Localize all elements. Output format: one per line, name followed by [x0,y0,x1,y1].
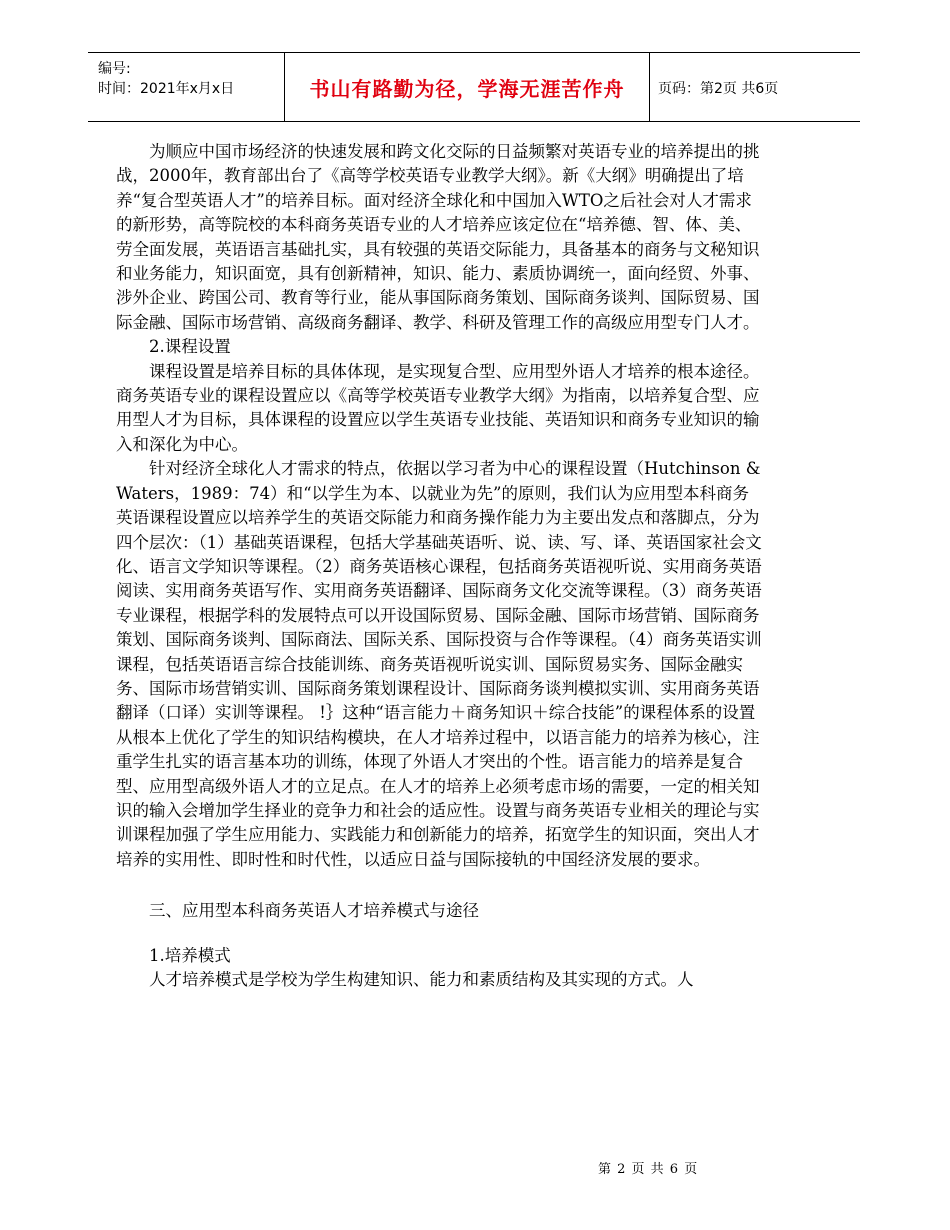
header-motto: 书山有路勤为径，学海无涯苦作舟 [284,52,650,122]
paragraph-training-goal: 为顺应中国市场经济的快速发展和跨文化交际的日益频繁对英语专业的培养提出的挑战，2000年，教育部出台了《高等学校英语专业教学大纲》。新《大纲》明确提出了培养“复合型英语人才”的培养目标。面对经济全球化和中国加入WTO之后社会对人才需求的新形势，高等院校的本科商务英语专业的人才培养应该定位在“培养德、智、体、美、劳全面发展，英语语言基础扎实，具有较强的英语交际能力，具备基本的商务与文秘知识和业务能力，知识面宽，具有创新精神，知识、能力、素质协调统一，面向经贸、外事、涉外企业、跨国公司、教育等行业，能从事国际商务策划、国际商务谈判、国际贸易、国际金融、国际市场营销、高级商务翻译、教学、科研及管理工作的高级应用型专门人才。 [116,142,760,332]
heading-section-three: 三、应用型本科商务英语人才培养模式与途径 [149,901,479,921]
time-label: 时间：2021年x月x日 [98,81,235,97]
paragraph-course-levels: 针对经济全球化人才需求的特点，依据以学习者为中心的课程设置（Hutchinson & Waters，1989：74）和“以学生为本、以就业为先”的原则，我们认为应用型本科商务英语课程设置应以培养学生的英语交际能力和商务操作能力为主要出发点和落脚点，分为四个层次：（1）基础英语课程，包括大学基础英语听、说、读、写、译、英语国家社会文化、语言文学知识等课程。（2）商务英语核心课程，包括商务英语视听说、实用商务英语阅读、实用商务英语写作、实用商务英语翻译、国际商务文化交流等课程。（3）商务英语专业课程，根据学科的发展特点可以开设国际贸易、国际金融、国际市场营销、国际商务策划、国际商务谈判、国际商法、国际关系、国际投资与合作等课程。（4）商务英语实训课程，包括英语语言综合技能训练、商务英语视听说实训、国际贸易实务、国际金融实务、国际市场营销实训、国际商务策划课程设计、国际商务谈判模拟实训、实用商务英语翻译（口译）实训等课程。 !｝这种“语言能力＋商务知识＋综合技能”的课程体系的设置从根本上优化了学生的知识结构模块，在人才培养过程中，以语言能力的培养为核心，注重学生扎实的语言基本功的训练，体现了外语人才突出的个性。语言能力的培养是复合型、应用型高级外语人才的立足点。在人才的培养上必须考虑市场的需要，一定的相关知识的输入会增加学生择业的竞争力和社会的适应性。设置与商务英语专业相关的理论与实训课程加强了学生应用能力、实践能力和创新能力的培养，拓宽学生的知识面，突出人才培养的实用性、即时性和时代性，以适应日益与国际接轨的中国经济发展的要求。 [116,459,762,869]
header-page-info: 页码：第2页 共6页 [658,81,779,97]
spacer [116,924,764,944]
heading-training-mode: 1.培养模式 [149,945,231,965]
page-header [88,52,860,122]
document-body [116,140,764,992]
serial-label: 编号: [98,61,131,77]
paragraph-course-setup: 课程设置是培养目标的具体体现，是实现复合型、应用型外语人才培养的根本途径。商务英语专业的课程设置应以《高等学校英语专业教学大纲》为指南，以培养复合型、应用型人才为目标，具体课程的设置应以学生英语专业技能、英语知识和商务专业知识的输入和深化为中心。 [116,361,760,454]
spacer [116,872,764,899]
page-footer: 第 2 页 共 6 页 [598,1162,699,1177]
paragraph-training-mode: 人才培养模式是学校为学生构建知识、能力和素质结构及其实现的方式。人 [149,970,694,989]
heading-course-setup: 2.课程设置 [149,337,231,357]
header-meta [98,59,284,99]
